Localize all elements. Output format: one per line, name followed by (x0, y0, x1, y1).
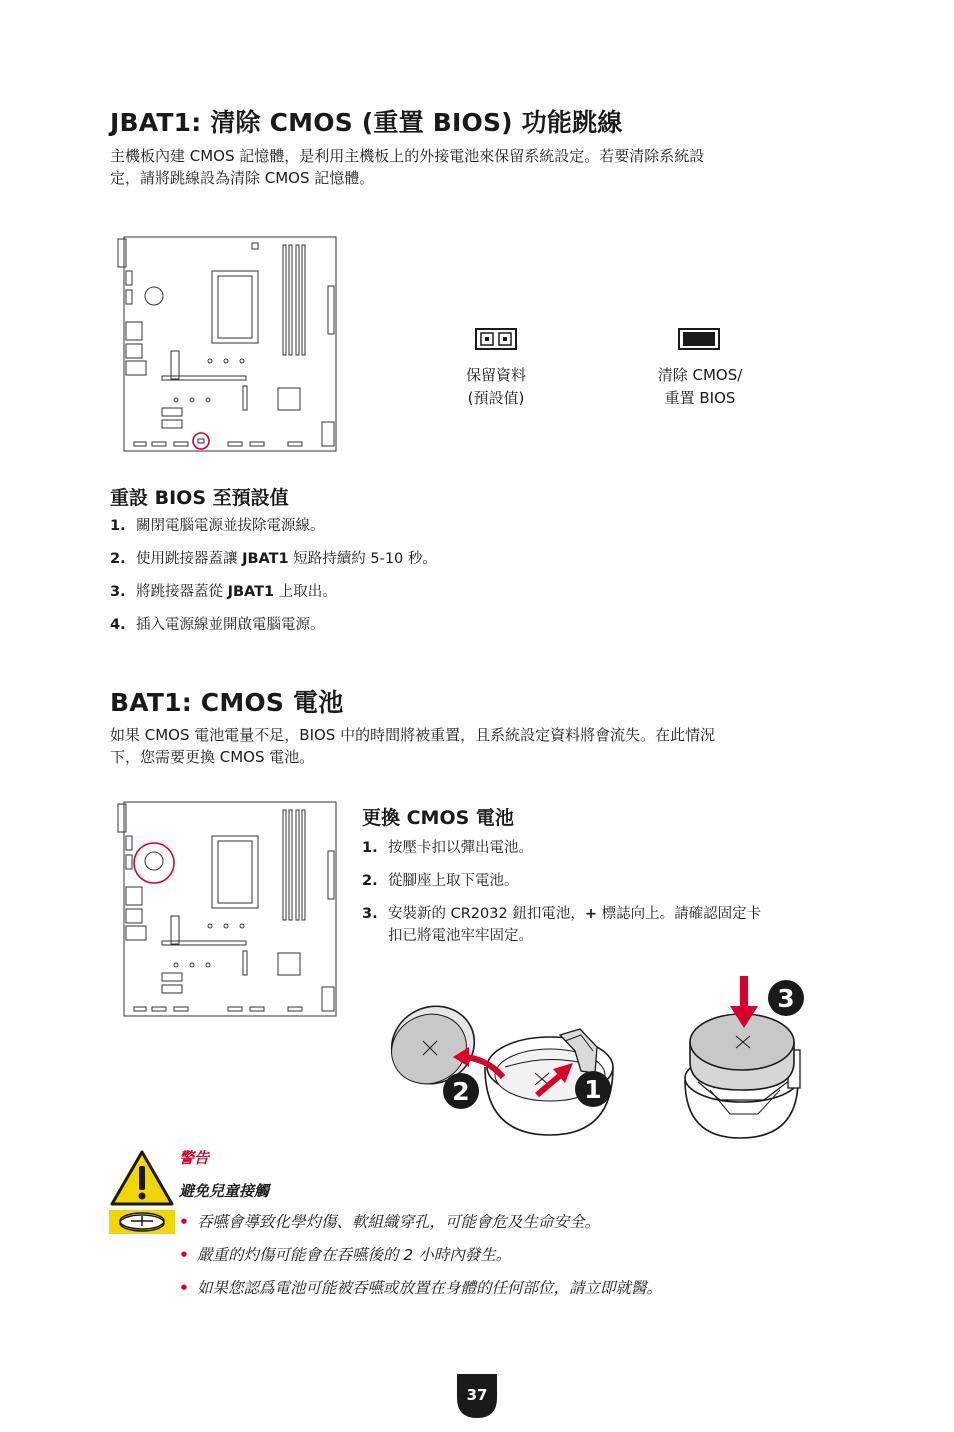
reset-step-1: 1. 關閉電腦電源並拔除電源線。 (110, 518, 325, 534)
bat-description (110, 724, 850, 768)
warning-subtitle: 避免兒童接觸 (179, 1182, 270, 1200)
bat1-highlight-circle (134, 843, 174, 883)
jumper-keep-caption (436, 364, 556, 410)
reset-step-2: 2. 使用跳接器蓋讓 JBAT1 短路持續約 5-10 秒。 (110, 551, 437, 567)
replace-step-3-cont: 扣已將電池牢牢固定。 (388, 928, 533, 944)
warning-bullet-1: • 吞嚥會導致化學灼傷、軟組織穿孔，可能會危及生命安全。 (179, 1213, 601, 1231)
replace-steps-list (362, 837, 852, 947)
reset-step-4: 4. 插入電源線並開啟電腦電源。 (110, 617, 325, 633)
warning-bullet-2: • 嚴重的灼傷可能會在吞嚥後的 2 小時內發生。 (179, 1246, 512, 1264)
coin-battery-icon (109, 1210, 175, 1234)
warning-bullet-3: • 如果您認爲電池可能被吞嚥或放置在身體的任何部位，請立即就醫。 (179, 1279, 663, 1297)
motherboard-diagram-jbat (118, 236, 340, 454)
clear-label-line2: 重置 BIOS (664, 389, 736, 407)
jbat-desc-line1: 主機板內建 CMOS 記憶體，是利用主機板上的外接電池來保留系統設定。若要清除系統設 (110, 147, 705, 165)
jumper-open-icon (475, 328, 517, 350)
callout-2-label: 2 (452, 1077, 470, 1106)
keep-label-line1: 保留資料 (465, 366, 526, 384)
replace-step-3: 3. 安裝新的 CR2032 鈕扣電池，+ 標誌向上。請確認固定卡 (362, 906, 762, 922)
bat-section-title: BAT1: CMOS 電池 (110, 688, 344, 717)
jbat-description (110, 145, 850, 189)
jbat-section-title: JBAT1: 清除 CMOS (重置 BIOS) 功能跳線 (110, 108, 623, 137)
jumper-closed-icon (678, 328, 720, 350)
reset-bios-title: 重設 BIOS 至預設值 (110, 487, 289, 509)
bat-desc-line2: 下，您需要更換 CMOS 電池。 (110, 748, 315, 766)
reset-steps-list (110, 515, 437, 647)
battery-removal-illustration (385, 995, 620, 1143)
keep-label-line2: (預設值) (467, 389, 525, 407)
callout-3-label: 3 (777, 984, 795, 1013)
clear-label-line1: 清除 CMOS/ (657, 366, 743, 384)
battery-insert-illustration (680, 972, 825, 1140)
reset-step-3: 3. 將跳接器蓋從 JBAT1 上取出。 (110, 584, 337, 600)
page-number: 37 (466, 1386, 488, 1404)
replace-step-1: 1. 按壓卡扣以彈出電池。 (362, 840, 533, 856)
bat-desc-line1: 如果 CMOS 電池電量不足，BIOS 中的時間將被重置，且系統設定資料將會流失。在此情況 (110, 726, 716, 744)
warning-triangle-icon (110, 1150, 174, 1206)
warning-title: 警告 (179, 1149, 210, 1167)
warning-bullets (179, 1211, 829, 1310)
page-number-badge (457, 1374, 497, 1418)
jumper-clear-caption (630, 364, 770, 410)
callout-1-label: 1 (584, 1075, 602, 1104)
jbat-desc-line2: 定，請將跳線設為清除 CMOS 記憶體。 (110, 169, 375, 187)
replace-step-2: 2. 從腳座上取下電池。 (362, 873, 519, 889)
motherboard-diagram-bat (118, 801, 340, 1019)
jbat1-highlight-circle (193, 433, 209, 449)
replace-battery-title: 更換 CMOS 電池 (362, 807, 514, 829)
